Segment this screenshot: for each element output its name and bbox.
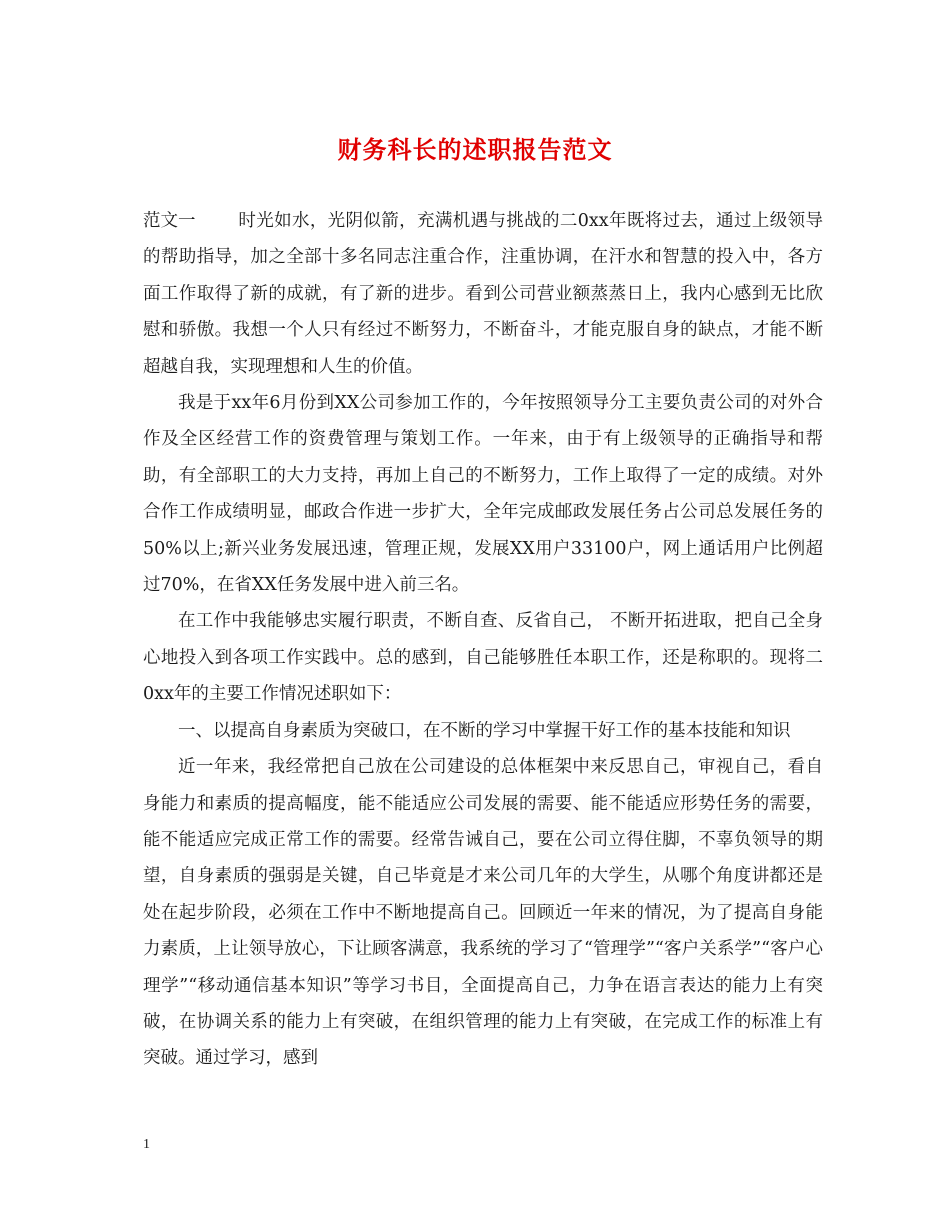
paragraph-2: 我是于xx年6月份到XX公司参加工作的，今年按照领导分工主要负责公司的对外合作及全区经营工作的资费管理与策划工作。一年来，由于有上级领导的正确指导和帮助，有全部职工的大力支持，再加上自己的不断努力，工作上取得了一定的成绩。对外合作工作成绩明显，邮政合作进一步扩大，全年完成邮政发展任务占公司总发展任务的50%以上;新兴业务发展迅速，管理正规，发展XX用户33100户，网上通话用户比例超过70%，在省XX任务发展中进入前三名。 <box>143 393 823 596</box>
lead-label: 范文一 <box>143 211 196 231</box>
section-heading-1: 一、以提高自身素质为突破口，在不断的学习中掌握干好工作的基本技能和知识 <box>178 720 791 741</box>
paragraph-1-text: 时光如水，光阴似箭，充满机遇与挑战的二0xx年既将过去，通过上级领导的帮助指导，加之全部十多名同志注重合作，注重协调，在汗水和智慧的投入中，各方面工作取得了新的成就，有了新的进步。看到公司营业额蒸蒸日上，我内心感到无比欣慰和骄傲。我想一个人只有经过不断努力，不断奋斗，才能克服自身的缺点，才能不断超越自我，实现理想和人生的价值。 <box>143 211 823 377</box>
paragraph-4: 近一年来，我经常把自己放在公司建设的总体框架中来反思自己，审视自己，看自身能力和素质的提高幅度，能不能适应公司发展的需要、能不能适应形势任务的需要，能不能适应完成正常工作的需要。经常告诫自己，要在公司立得住脚，不辜负领导的期望，自身素质的强弱是关键，自己毕竟是才来公司几年的大学生，从哪个角度讲都还是处在起步阶段，必须在工作中不断地提高自己。回顾近一年来的情况，为了提高自身能力素质，上让领导放心，下让顾客满意，我系统的学习了“管理学”“客户关系学”“客户心理学”“移动通信基本知识”等学习书目，全面提高自己，力争在语言表达的能力上有突破，在协调关系的能力上有突破，在组织管理的能力上有突破，在完成工作的标准上有突破。通过学习，感到 <box>143 757 823 1069</box>
paragraph-3: 在工作中我能够忠实履行职责，不断自查、反省自己， 不断开拓进取，把自己全身心地投入到各项工作实践中。总的感到，自己能够胜任本职工作，还是称职的。现将二0xx年的主要工作情况述职如下： <box>143 611 823 705</box>
paragraph-1 <box>143 203 823 385</box>
document-title: 财务科长的述职报告范文 <box>337 135 613 164</box>
document-body <box>143 203 823 1077</box>
page-number: 1 <box>143 1137 150 1152</box>
